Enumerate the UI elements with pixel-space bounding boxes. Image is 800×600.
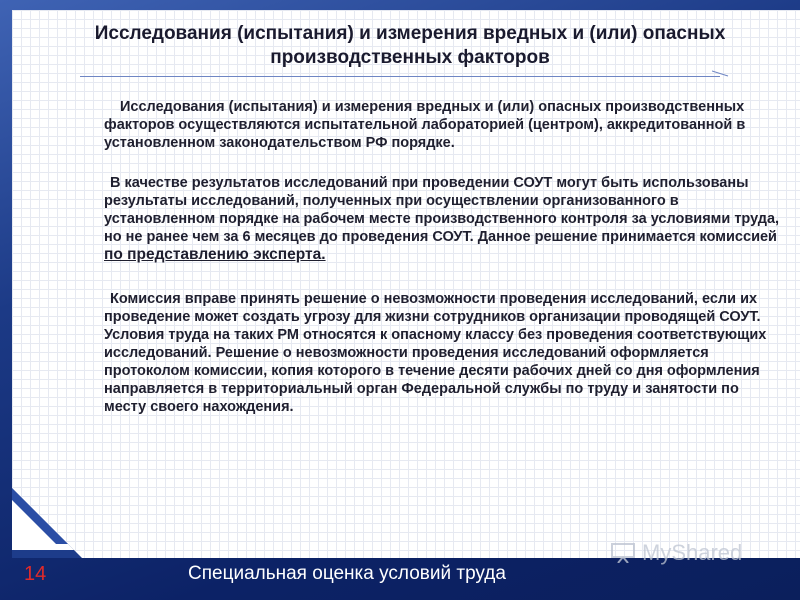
footer-title: Специальная оценка условий труда bbox=[188, 563, 506, 584]
presentation-icon bbox=[610, 543, 636, 563]
page-fold-decoration bbox=[12, 488, 82, 558]
watermark-text: MyShared bbox=[642, 540, 743, 565]
page-number: 14 bbox=[24, 563, 47, 585]
expert-note: по представлению эксперта. bbox=[104, 246, 326, 263]
watermark bbox=[610, 538, 742, 568]
paragraph-3: Комиссия вправе принять решение о невозможности проведения исследований, если их проведение может создать угрозу для жизни сотрудников организации проводящей СОУТ. Условия труда на таких РМ относятся к опасному классу без проведения соответствующих исследований. Решение о невозможности проведения исследований оформляется протоколом комиссии, копия которого в течение десяти рабочих дней со дня оформления направляется в территориальный орган Федеральной службы по труду и занятости по месту своего нахождения. bbox=[104, 291, 767, 415]
paragraph-2 bbox=[104, 174, 782, 264]
arrow-icon bbox=[712, 70, 732, 82]
title-underline bbox=[80, 76, 720, 77]
slide-body bbox=[104, 98, 782, 416]
paragraph-2-text: В качестве результатов исследований при проведении СОУТ могут быть использованы результаты исследований, полученных при осуществлении организованного в установленном порядке на рабочем месте производственного контроля за условиями труда, но не ранее чем за 6 месяцев до проведения СОУТ. Данное решение принимается комиссией bbox=[104, 175, 780, 245]
paragraph-1: Исследования (испытания) и измерения вредных и (или) опасных производственных факторов осуществляются испытательной лабораторией (центром), аккредитованной в установленном законодательством РФ порядке. bbox=[104, 99, 746, 151]
slide-title: Исследования (испытания) и измерения вредных и (или) опасных производственных факторов bbox=[94, 23, 726, 68]
